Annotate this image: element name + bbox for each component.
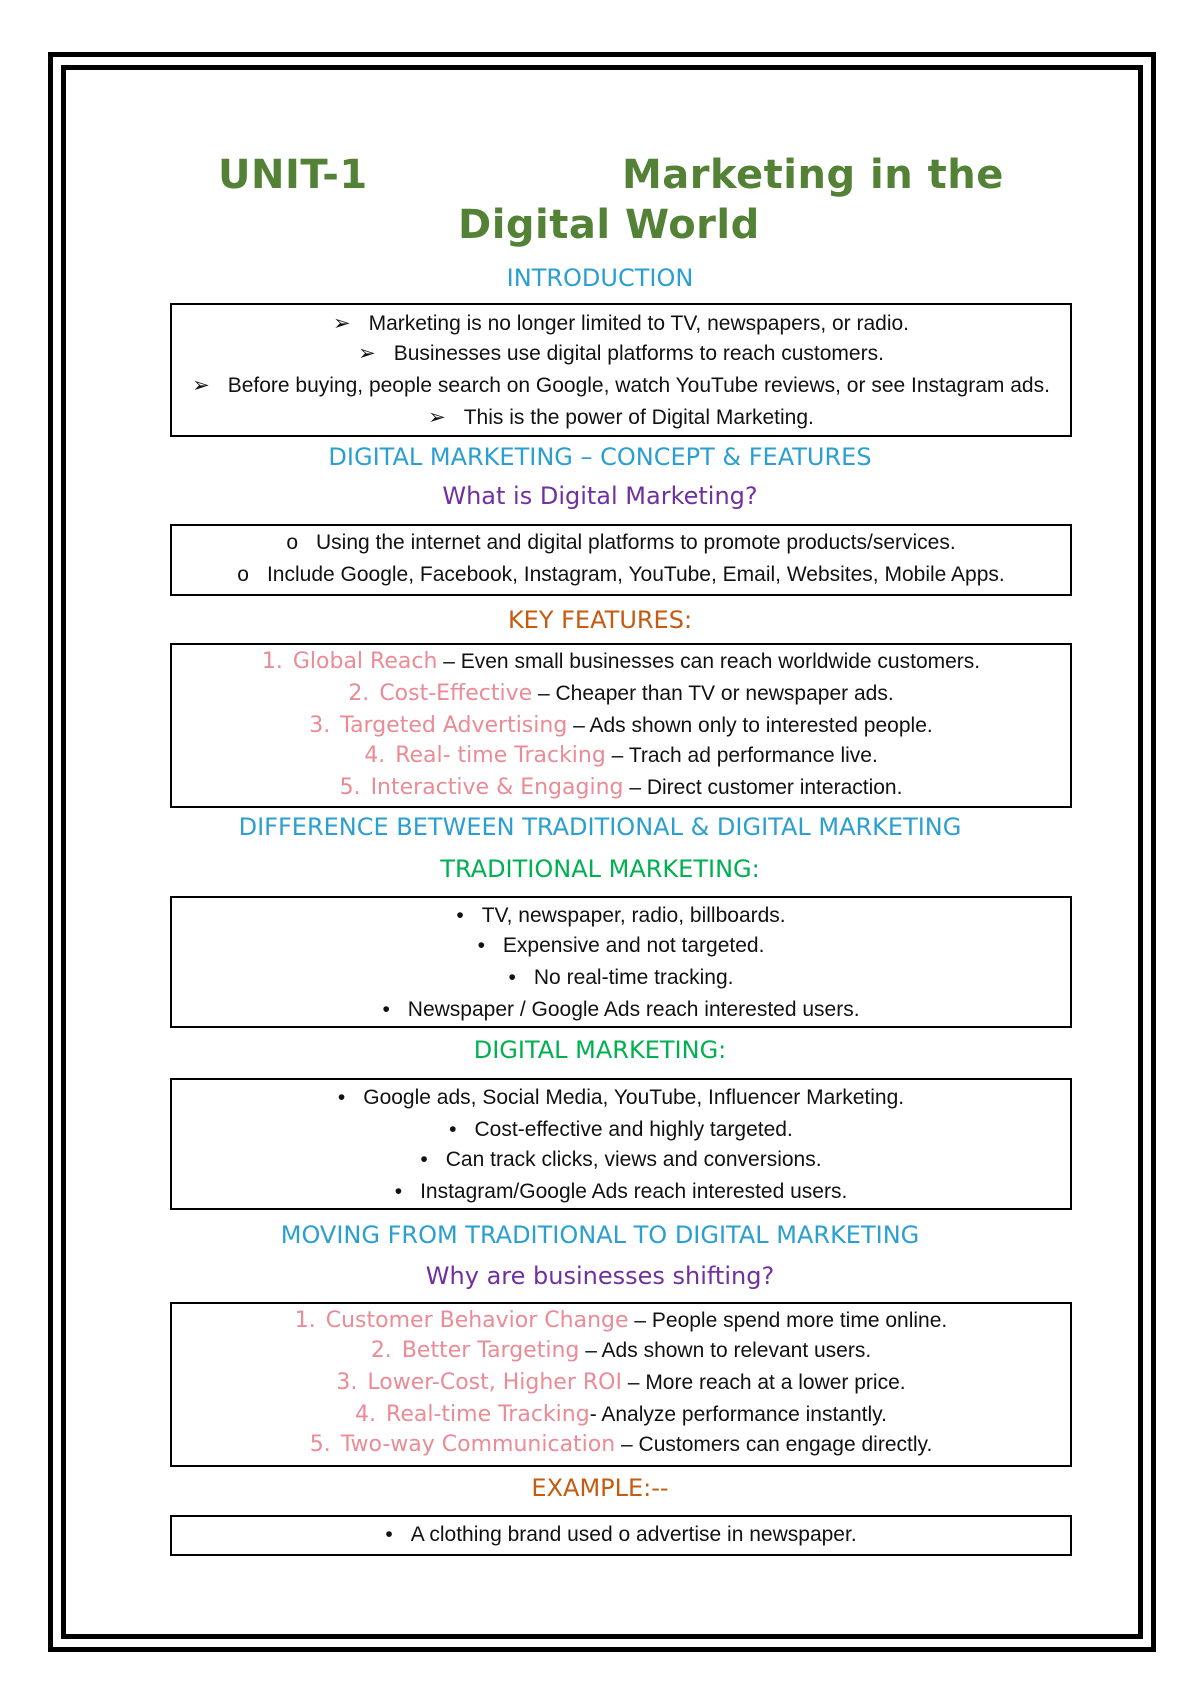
introduction-heading: INTRODUCTION (506, 264, 694, 292)
reason-item: 2. Better Targeting – Ads shown to relevant users. (370, 1338, 872, 1363)
circle-bullet-icon: o (286, 531, 299, 554)
list-item: • Can track clicks, views and conversions. (420, 1148, 822, 1171)
reason-item: 3. Lower-Cost, Higher ROI – More reach at a lower price. (336, 1370, 906, 1395)
list-item: o Using the internet and digital platforms to promote products/services. (286, 531, 956, 554)
digital-box (170, 1078, 1072, 1210)
arrow-bullet-icon: ➢ (428, 406, 446, 429)
example-box (170, 1515, 1072, 1556)
dot-bullet-icon: • (385, 1523, 393, 1546)
feature-item: 1. Global Reach – Even small businesses can reach worldwide customers. (261, 649, 981, 674)
list-item: • Newspaper / Google Ads reach interested users. (382, 998, 860, 1021)
concept-subheading: What is Digital Marketing? (442, 482, 758, 510)
arrow-bullet-icon: ➢ (332, 312, 351, 335)
list-item: • Instagram/Google Ads reach interested users. (394, 1180, 848, 1203)
topic-title-line1: Marketing in the (622, 152, 1004, 198)
topic-title-line2: Digital World (458, 202, 760, 248)
key-features-box (170, 643, 1072, 808)
dot-bullet-icon: • (337, 1086, 346, 1109)
moving-box (170, 1302, 1072, 1467)
dot-bullet-icon: • (382, 998, 390, 1021)
arrow-bullet-icon: ➢ (192, 374, 210, 397)
list-item: ➢ Before buying, people search on Google, watch YouTube reviews, or see Instagram ads. (192, 374, 1050, 397)
list-item: ➢ Businesses use digital platforms to reach customers. (358, 342, 884, 365)
introduction-box (170, 303, 1072, 437)
feature-item: 3. Targeted Advertising – Ads shown only to interested people. (309, 713, 933, 738)
list-item: • Cost-effective and highly targeted. (449, 1118, 793, 1141)
reason-item: 4. Real-time Tracking- Analyze performance instantly. (355, 1402, 887, 1427)
dot-bullet-icon: • (508, 966, 516, 989)
dot-bullet-icon: • (477, 934, 485, 957)
example-heading: EXAMPLE:-- (531, 1474, 669, 1502)
list-item: ➢ This is the power of Digital Marketing. (428, 406, 814, 429)
digital-heading: DIGITAL MARKETING: (473, 1036, 727, 1064)
reason-item: 5. Two-way Communication – Customers can engage directly. (309, 1432, 933, 1457)
feature-item: 5. Interactive & Engaging – Direct customer interaction. (339, 775, 903, 800)
moving-heading: MOVING FROM TRADITIONAL TO DIGITAL MARKETING (280, 1221, 920, 1249)
moving-subheading: Why are businesses shifting? (425, 1262, 775, 1290)
difference-heading: DIFFERENCE BETWEEN TRADITIONAL & DIGITAL MARKETING (238, 813, 962, 841)
concept-box (170, 524, 1072, 596)
unit-label: UNIT-1 (218, 152, 368, 198)
list-item: • Google ads, Social Media, YouTube, Influencer Marketing. (337, 1086, 905, 1109)
key-features-heading: KEY FEATURES: (507, 606, 693, 634)
dot-bullet-icon: • (449, 1118, 457, 1141)
list-item: o Include Google, Facebook, Instagram, YouTube, Email, Websites, Mobile Apps. (237, 563, 1005, 586)
traditional-box (170, 896, 1072, 1028)
list-item: • TV, newspaper, radio, billboards. (456, 904, 786, 927)
feature-item: 4. Real- time Tracking – Trach ad performance live. (364, 743, 878, 768)
list-item: ➢ Marketing is no longer limited to TV, newspapers, or radio. (332, 312, 910, 335)
list-item: • No real-time tracking. (508, 966, 734, 989)
dot-bullet-icon: • (456, 904, 464, 927)
feature-item: 2. Cost-Effective – Cheaper than TV or newspaper ads. (348, 681, 894, 706)
concept-heading: DIGITAL MARKETING – CONCEPT & FEATURES (328, 443, 872, 471)
reason-item: 1. Customer Behavior Change – People spend more time online. (294, 1308, 948, 1333)
circle-bullet-icon: o (237, 563, 249, 586)
dot-bullet-icon: • (420, 1148, 428, 1171)
list-item: • Expensive and not targeted. (477, 934, 765, 957)
arrow-bullet-icon: ➢ (358, 342, 376, 365)
dot-bullet-icon: • (394, 1180, 403, 1203)
list-item: • A clothing brand used o advertise in newspaper. (385, 1523, 857, 1546)
traditional-heading: TRADITIONAL MARKETING: (440, 855, 760, 883)
